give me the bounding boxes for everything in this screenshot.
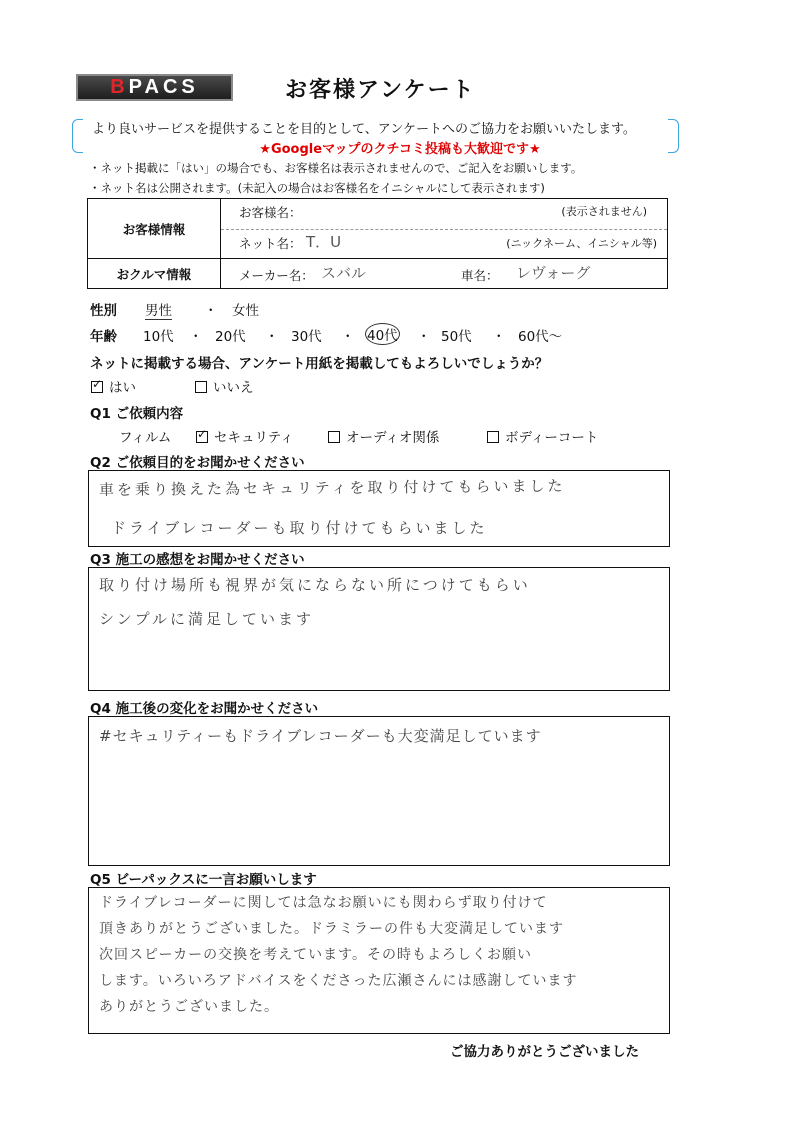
q1-option-security[interactable]	[196, 426, 294, 446]
model-label: 車名：	[461, 268, 499, 283]
q1-bodycoat-checkbox[interactable]	[487, 431, 499, 443]
net-name-label: ネット名：	[239, 236, 302, 251]
gender-male-option[interactable]	[145, 299, 172, 319]
consent-yes-option[interactable]	[91, 376, 136, 396]
q4-title: Q4 施工後の変化をお聞かせください	[90, 701, 319, 717]
q2-answer-line: 車を乗り換えた為セキュリティを取り付けてもらいました	[98, 476, 566, 499]
q3-answer-line: シンプルに満足しています	[99, 610, 315, 628]
age-40s-label: 40代	[365, 323, 400, 345]
customer-info-table	[87, 198, 668, 289]
consent-no-label: いいえ	[213, 380, 254, 396]
customer-name-note: (表示されません)	[561, 205, 647, 218]
q5-answer-line: ドライブレコーダーに関しては急なお願いにも関わらず取り付けて	[99, 895, 548, 911]
age-separator: ・	[341, 329, 355, 345]
gender-female-option[interactable]: 女性	[232, 303, 259, 319]
age-option-40s-selected[interactable]	[365, 323, 400, 345]
age-option-50s[interactable]: 50代	[441, 329, 472, 345]
q1-audio-label: オーディオ関係	[346, 430, 440, 446]
logo-text: PACS	[128, 76, 199, 98]
q1-audio-checkbox[interactable]	[328, 431, 340, 443]
q4-answer-line: #セキュリティーもドライブレコーダーも大変満足しています	[99, 727, 542, 745]
note-1: ・ネット掲載に「はい」の場合でも、お客様名は表示されませんので、ご記入をお願いします。	[89, 161, 583, 175]
car-info-header: おクルマ情報	[88, 259, 221, 289]
q5-answer-line: 頂きありがとうございました。ドラミラーの件も大変満足しています	[99, 921, 564, 937]
gender-male-label: 男性	[145, 303, 172, 319]
age-label: 年齢	[90, 329, 117, 345]
q2-title: Q2 ご依頼目的をお聞かせください	[90, 455, 305, 471]
q5-answer-line: ありがとうございました。	[99, 999, 279, 1015]
q5-answer-box[interactable]	[88, 887, 670, 1034]
q2-answer-line: ドライブレコーダーも取り付けてもらいました	[111, 519, 488, 537]
q3-title: Q3 施工の感想をお聞かせください	[90, 552, 305, 568]
intro-text: より良いサービスを提供することを目的として、アンケートへのご協力をお願いいたします。	[92, 122, 636, 137]
net-name-note: (ニックネーム、イニシャル等)	[506, 237, 657, 250]
customer-name-label: お客様名：	[239, 205, 302, 220]
bpacs-logo	[76, 74, 233, 101]
gender-label: 性別	[90, 303, 117, 319]
customer-info-cell	[221, 199, 668, 259]
age-separator: ・	[492, 329, 506, 345]
gender-separator: ・	[204, 303, 218, 319]
q5-title: Q5 ビーパックスに一言お願いします	[90, 872, 317, 888]
consent-yes-checkbox-checked[interactable]: ✓	[92, 377, 103, 391]
consent-question: ネットに掲載する場合、アンケート用紙を掲載してもよろしいでしょうか？	[90, 356, 549, 372]
consent-yes-label: はい	[109, 380, 136, 396]
age-separator: ・	[189, 329, 203, 345]
google-review-promo: ★Googleマップのクチコミ投稿も大歓迎です★	[259, 142, 541, 157]
q1-bodycoat-label: ボディーコート	[505, 430, 599, 446]
q1-title: Q1 ご依頼内容	[90, 406, 184, 422]
q4-answer-box[interactable]	[88, 716, 670, 866]
maker-value[interactable]: スバル	[321, 264, 367, 282]
age-separator: ・	[265, 329, 279, 345]
age-option-10s[interactable]: 10代	[143, 329, 174, 345]
note-2: ・ネット名は公開されます。(未記入の場合はお客様名をイニシャルにして表示されます)	[89, 181, 545, 195]
logo-letter: B	[110, 76, 129, 98]
q1-security-label: セキュリティ	[214, 430, 294, 446]
model-value[interactable]: レヴォーグ	[516, 264, 591, 282]
q2-answer-box[interactable]	[88, 470, 670, 547]
consent-no-option[interactable]	[195, 376, 254, 396]
age-option-20s[interactable]: 20代	[215, 329, 246, 345]
car-info-cell	[221, 259, 668, 289]
age-option-60s[interactable]: 60代～	[518, 329, 563, 345]
net-name-value[interactable]: T．U	[306, 233, 342, 251]
q5-answer-line: 次回スピーカーの交換を考えています。その時もよろしくお願い	[99, 947, 533, 963]
q3-answer-box[interactable]	[88, 567, 670, 691]
maker-label: メーカー名：	[239, 268, 314, 283]
q3-answer-line: 取り付け場所も視界が気にならない所につけてもらい	[99, 576, 531, 594]
consent-no-checkbox[interactable]	[195, 381, 207, 393]
q5-answer-line: します。いろいろアドバイスをくださった広瀬さんには感謝しています	[99, 973, 578, 989]
q1-option-bodycoat[interactable]	[487, 426, 598, 446]
age-option-30s[interactable]: 30代	[291, 329, 322, 345]
q1-option-film[interactable]: フィルム	[119, 430, 172, 446]
customer-info-header: お客様情報	[88, 199, 221, 259]
thanks-message: ご協力ありがとうございました	[450, 1044, 639, 1060]
q1-option-audio[interactable]	[328, 426, 439, 446]
q1-security-checkbox-checked[interactable]: ✓	[197, 427, 208, 441]
age-separator: ・	[417, 329, 431, 345]
page-title: お客様アンケート	[285, 78, 476, 103]
